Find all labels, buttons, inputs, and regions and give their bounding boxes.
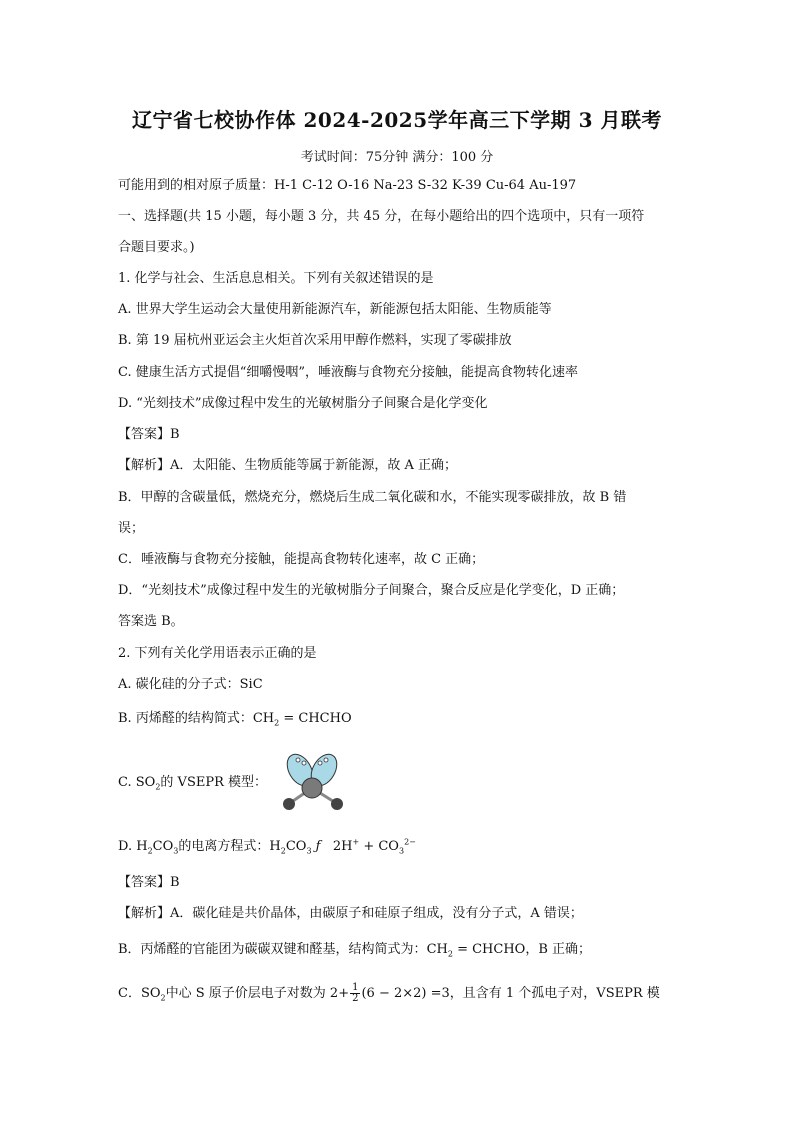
oxygen-atom-right [331, 798, 343, 810]
section-heading-line-1: 一、选择题(共 15 小题，每小题 3 分，共 45 分，在每小题给出的四个选项中，只有一项符 [118, 209, 645, 224]
so2-formula-explained: $SO_2$ [140, 986, 166, 1003]
q1-option-d: D. “光刻技术”成像过程中发生的光敏树脂分子间聚合是化学变化 [118, 396, 488, 411]
q1-option-a: A. 世界大学生运动会大量使用新能源汽车，新能源包括太阳能、生物质能等 [118, 302, 552, 317]
so2-formula: $SO_2$ [135, 775, 161, 792]
so2-vsepr-model-image [270, 748, 354, 814]
q2-option-a: A. 碳化硅的分子式：SiC [118, 677, 263, 692]
acrolein-formula: $CH_2$ = CHCHO [252, 711, 352, 728]
q2-explanation-a: 【解析】A．碳化硅是共价晶体，由碳原子和硅原子组成，没有分子式，A 错误； [118, 906, 583, 921]
q1-explanation-a: 【解析】A．太阳能、生物质能等属于新能源，故 A 正确； [118, 458, 458, 473]
q2-explanation-c: C．$SO_2$中心 S 原子价层电子对数为 2+ $\frac{1}{2}$ (6 − 2×2) =3，且含有 1 个孤电子对，VSEPR 模 [118, 982, 660, 1004]
acrolein-formula-explained: $CH_2$ = CHCHO [426, 942, 526, 959]
q1-explanation-c: C．唾液酶与食物充分接触，能提高食物转化速率，故 C 正确； [118, 552, 485, 567]
exam-info: 考试时间：75分钟 满分：100 分 [300, 150, 494, 165]
q2-option-b [118, 710, 678, 728]
q1-explanation-b-cont: 误； [118, 521, 145, 536]
ionization-equation: $H_2CO_3$ ƒ $2H^+ + CO_3^{2-}$ [269, 837, 416, 856]
q2-option-d: D. $H_2CO_3$的电离方程式：$H_2CO_3$ ƒ $2H^+ + CO_3^{2-}$ [118, 837, 416, 856]
fraction-one-half: $\frac{1}{2}$ [352, 982, 359, 1004]
q1-stem: 1. 化学与社会、生活息息相关。下列有关叙述错误的是 [118, 271, 434, 286]
q1-option-c: C. 健康生活方式提倡“细嚼慢咽”，唾液酶与食物充分接触，能提高食物转化速率 [118, 365, 579, 380]
page-title: 辽宁省七校协作体 2024-2025学年高三下学期 3 月联考 [132, 108, 662, 132]
q2-answer: 【答案】B [118, 875, 180, 890]
q2-explanation-b: B．丙烯醛的官能团为碳碳双键和醛基，结构简式为：$CH_2$ = CHCHO，B 正确； [118, 942, 592, 959]
atomic-masses: 可能用到的相对原子质量：H-1 C-12 O-16 Na-23 S-32 K-39 Cu-64 Au-197 [118, 178, 577, 193]
q2-option-c: C. $SO_2$的 VSEPR 模型： [118, 775, 268, 792]
oxygen-atom-left [283, 798, 295, 810]
q2-option-b-label: B. 丙烯醛的结构简式： [118, 711, 253, 726]
q2-stem: 2. 下列有关化学用语表示正确的是 [118, 646, 317, 661]
sulfur-atom [302, 778, 322, 798]
q1-conclusion: 答案选 B。 [118, 614, 184, 629]
q1-option-b: B. 第 19 届杭州亚运会主火炬首次采用甲醇作燃料，实现了零碳排放 [118, 333, 512, 348]
q1-answer: 【答案】B [118, 427, 180, 442]
q1-explanation-b: B．甲醇的含碳量低，燃烧充分，燃烧后生成二氧化碳和水，不能实现零碳排放，故 B 错 [118, 490, 627, 505]
h2co3-formula: $H_2CO_3$ [136, 839, 179, 856]
section-heading-line-2: 合题目要求。) [118, 240, 195, 255]
q1-explanation-d: D．“光刻技术”成像过程中发生的光敏树脂分子间聚合，聚合反应是化学变化，D 正确； [118, 583, 625, 598]
